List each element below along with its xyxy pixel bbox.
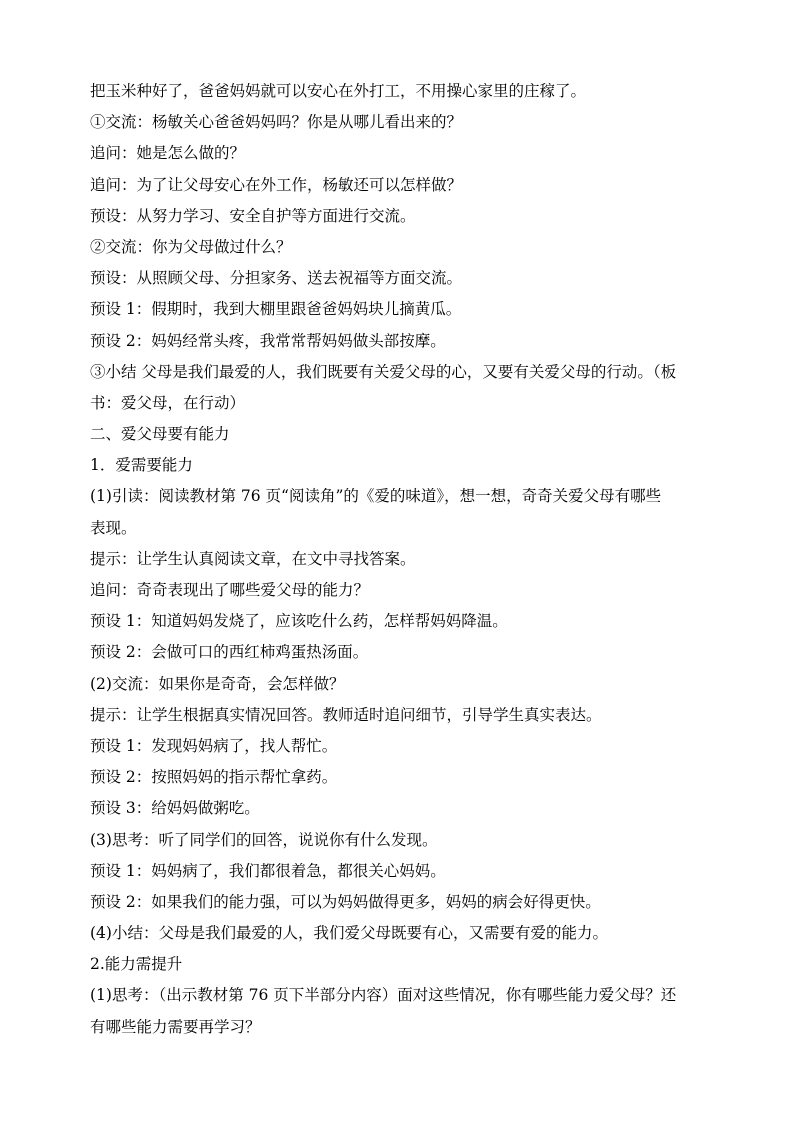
text-line: 预设 2：按照妈妈的指示帮忙拿药。 <box>90 768 338 787</box>
text-line: 追问：为了让父母安心在外工作，杨敏还可以怎样做？ <box>90 175 463 194</box>
text-line: ②交流：你为父母做过什么？ <box>90 237 292 256</box>
text-line: 书：爱父母，在行动） <box>90 393 246 412</box>
text-line: 预设 2：妈妈经常头疼，我常常帮妈妈做头部按摩。 <box>90 331 446 350</box>
text-line: 预设 2：会做可口的西红柿鸡蛋热汤面。 <box>90 643 369 662</box>
text-line: ①交流：杨敏关心爸爸妈妈吗？你是从哪儿看出来的？ <box>90 113 463 132</box>
text-line: (1)思考：（出示教材第 76 页下半部分内容）面对这些情况，你有哪些能力爱父母？还 <box>90 986 677 1005</box>
text-line: 追问：奇奇表现出了哪些爱父母的能力？ <box>90 581 370 599</box>
text-line: 提示：让学生认真阅读文章，在文中寻找答案。 <box>90 549 416 568</box>
text-line: 1．爱需要能力 <box>90 456 193 475</box>
text-line: 提示：让学生根据真实情况回答。教师适时追问细节，引导学生真实表达。 <box>90 705 602 724</box>
text-line: 预设 1：妈妈病了，我们都很着急，都很关心妈妈。 <box>90 861 446 880</box>
text-line: (4)小结：父母是我们最爱的人，我们爱父母既要有心，又需要有爱的能力。 <box>90 924 608 943</box>
text-line: 二、爱父母要有能力 <box>90 425 230 444</box>
text-line: 预设：从照顾父母、分担家务、送去祝福等方面交流。 <box>90 269 463 288</box>
text-line: 预设：从努力学习、安全自护等方面进行交流。 <box>90 206 416 225</box>
text-line: (2)交流：如果你是奇奇，会怎样做？ <box>90 674 345 693</box>
text-line: 预设 3：给妈妈做粥吃。 <box>90 799 260 818</box>
text-line: 有哪些能力需要再学习？ <box>90 1017 261 1036</box>
text-line: (3)思考：听了同学们的回答，说说你有什么发现。 <box>90 830 438 849</box>
text-line: 预设 1：假期时，我到大棚里跟爸爸妈妈块儿摘黄瓜。 <box>90 300 462 319</box>
text-line: 2.能力需提升 <box>90 955 183 974</box>
text-line: 预设 1：发现妈妈病了，找人帮忙。 <box>90 736 338 755</box>
document-body <box>90 76 710 1043</box>
text-line: 预设 1：知道妈妈发烧了，应该吃什么药，怎样帮妈妈降温。 <box>90 612 508 631</box>
text-line: 追问：她是怎么做的？ <box>90 144 246 163</box>
text-line: (1)引读：阅读教材第 76 页“阅读角”的《爱的味道》，想一想，奇奇关爱父母有哪些 <box>90 487 662 506</box>
text-line: 预设 2：如果我们的能力强，可以为妈妈做得更多，妈妈的病会好得更快。 <box>90 892 601 911</box>
text-line: ③小结 父母是我们最爱的人，我们既要有关爱父母的心，又要有关爱父母的行动。（板 <box>90 362 677 381</box>
text-line: 把玉米种好了，爸爸妈妈就可以安心在外打工，不用操心家里的庄稼了。 <box>90 82 587 100</box>
text-line: 表现。 <box>90 518 137 537</box>
